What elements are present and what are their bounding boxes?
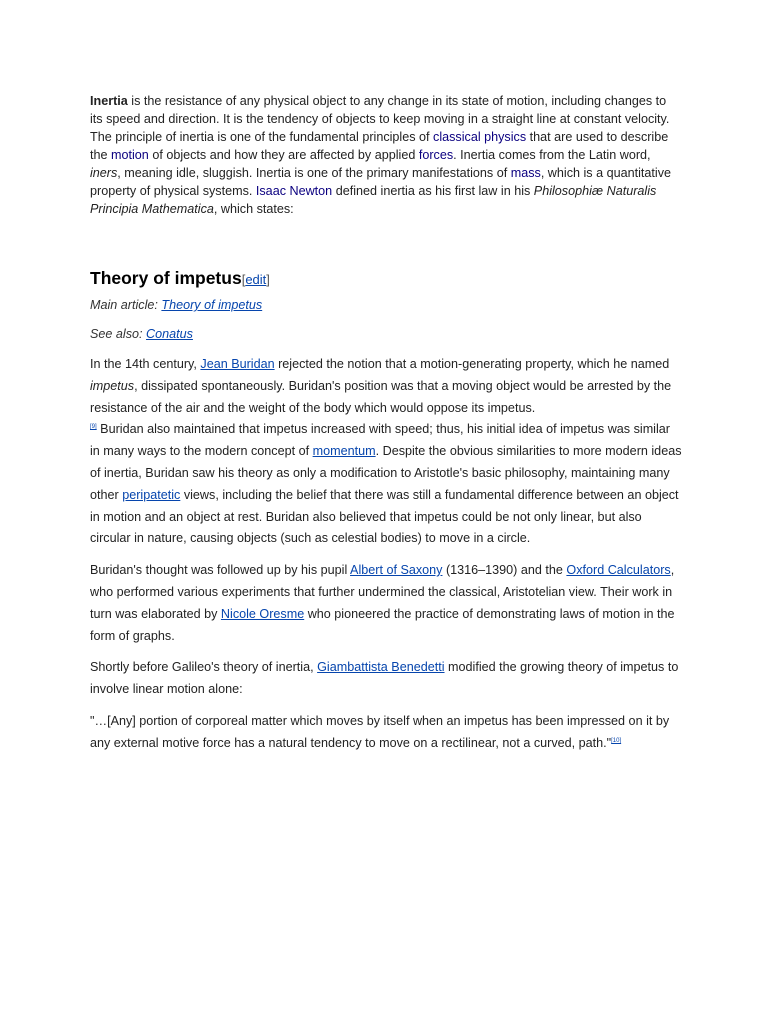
motion-link[interactable]: motion xyxy=(111,148,149,162)
intro-text: defined inertia as his first law in his xyxy=(332,184,534,198)
intro-text: , which is a quantitative property of physical systems. xyxy=(90,166,672,198)
paragraph-text: . Despite the obvious similarities to more modern ideas of inertia, Buridan saw his theory as only a modification to Aristotle's basic philosophy, maintaining many other xyxy=(90,444,682,502)
inertia-term: Inertia xyxy=(90,94,128,108)
principia-title: Philosophiæ Naturalis Principia Mathematica xyxy=(90,184,657,216)
main-article-link[interactable]: Theory of impetus xyxy=(161,298,263,312)
impetus-word: impetus xyxy=(90,378,135,393)
see-also-prefix: See also: xyxy=(90,327,147,341)
main-article-prefix: Main article: xyxy=(90,298,162,312)
giambattista-benedetti-link[interactable]: Giambattista Benedetti xyxy=(317,660,445,675)
classical-physics-link[interactable]: classical physics xyxy=(433,130,527,144)
paragraph-text: , dissipated spontaneously. Buridan's position was that a moving object would be arrested by the resistance of the air and the weight of the body which would oppose its impetus. xyxy=(90,378,672,415)
paragraph-text: Buridan's thought was followed up by his pupil xyxy=(90,563,351,578)
citation-10[interactable]: [10] xyxy=(611,737,622,744)
edit-section-link[interactable]: edit xyxy=(245,272,267,287)
paragraph-benedetti xyxy=(90,657,682,701)
peripatetic-link[interactable]: peripatetic xyxy=(122,487,181,502)
paragraph-text: In the 14th century, xyxy=(90,357,201,371)
intro-text: . Inertia comes from the Latin word, xyxy=(453,148,651,162)
paragraph-text: who pioneered the practice of demonstrating laws of motion in the form of graphs. xyxy=(90,606,675,643)
main-article-hatnote xyxy=(90,296,682,314)
paragraph-text: rejected the notion that a motion-generating property, which he named xyxy=(274,357,670,371)
paragraph-text: modified the growing theory of impetus to involve linear motion alone: xyxy=(90,660,679,697)
paragraph-text: , who performed various experiments that further undermined the classical, Aristotelian view. Their work in turn was elaborated by xyxy=(90,563,675,621)
intro-text: that are used to describe the xyxy=(90,130,669,162)
albert-of-saxony-link[interactable]: Albert of Saxony xyxy=(350,563,443,578)
jean-buridan-link[interactable]: Jean Buridan xyxy=(200,357,275,371)
mass-link[interactable]: mass xyxy=(510,166,541,180)
paragraph-buridan xyxy=(90,354,682,550)
oxford-calculators-link[interactable]: Oxford Calculators xyxy=(566,563,671,578)
forces-link[interactable]: forces xyxy=(418,148,454,162)
section-title: Theory of impetus xyxy=(90,268,242,288)
isaac-newton-link[interactable]: Isaac Newton xyxy=(255,184,333,198)
paragraph-albert xyxy=(90,560,682,647)
see-also-hatnote xyxy=(90,325,682,343)
section-heading xyxy=(90,266,682,292)
momentum-link[interactable]: momentum xyxy=(312,444,376,459)
latin-word: iners xyxy=(90,166,118,180)
edit-section xyxy=(242,272,270,287)
intro-text: is the resistance of any physical object to any change in its state of motion, including changes to its speed and direction. It is the tendency of objects to keep moving in a straight line at constant velocity. The principle of inertia is one of the fundamental principles of xyxy=(90,94,670,144)
citation-9[interactable]: [9] xyxy=(90,424,97,431)
intro-text: , meaning idle, sluggish. Inertia is one of the primary manifestations of xyxy=(117,166,511,180)
paragraph-text: Buridan also maintained that impetus increased with speed; thus, his initial idea of impetus was similar in many ways to the modern concept of xyxy=(90,422,670,459)
edit-bracket-open: [ xyxy=(241,272,246,287)
quotation-paragraph xyxy=(90,711,682,755)
conatus-link[interactable]: Conatus xyxy=(146,327,193,341)
paragraph-text: views, including the belief that there was still a fundamental difference between an object in motion and an object at rest. Buridan also believed that impetus could be not only linear, but also circular in nature, causing objects (such as celestial bodies) to move in a circle. xyxy=(90,487,679,546)
intro-paragraph xyxy=(90,92,682,218)
quotation-text: "…[Any] portion of corporeal matter which moves by itself when an impetus has been impressed on it by any external motive force has a natural tendency to move on a rectilinear, not a curved, path." xyxy=(90,713,670,750)
article-page xyxy=(90,92,682,755)
intro-text: of objects and how they are affected by applied xyxy=(148,148,419,162)
intro-text: , which states: xyxy=(213,202,294,216)
edit-bracket-close: ] xyxy=(266,272,270,287)
nicole-oresme-link[interactable]: Nicole Oresme xyxy=(220,606,305,621)
paragraph-text: (1316–1390) and the xyxy=(442,563,567,578)
paragraph-text: Shortly before Galileo's theory of inertia, xyxy=(90,660,318,675)
